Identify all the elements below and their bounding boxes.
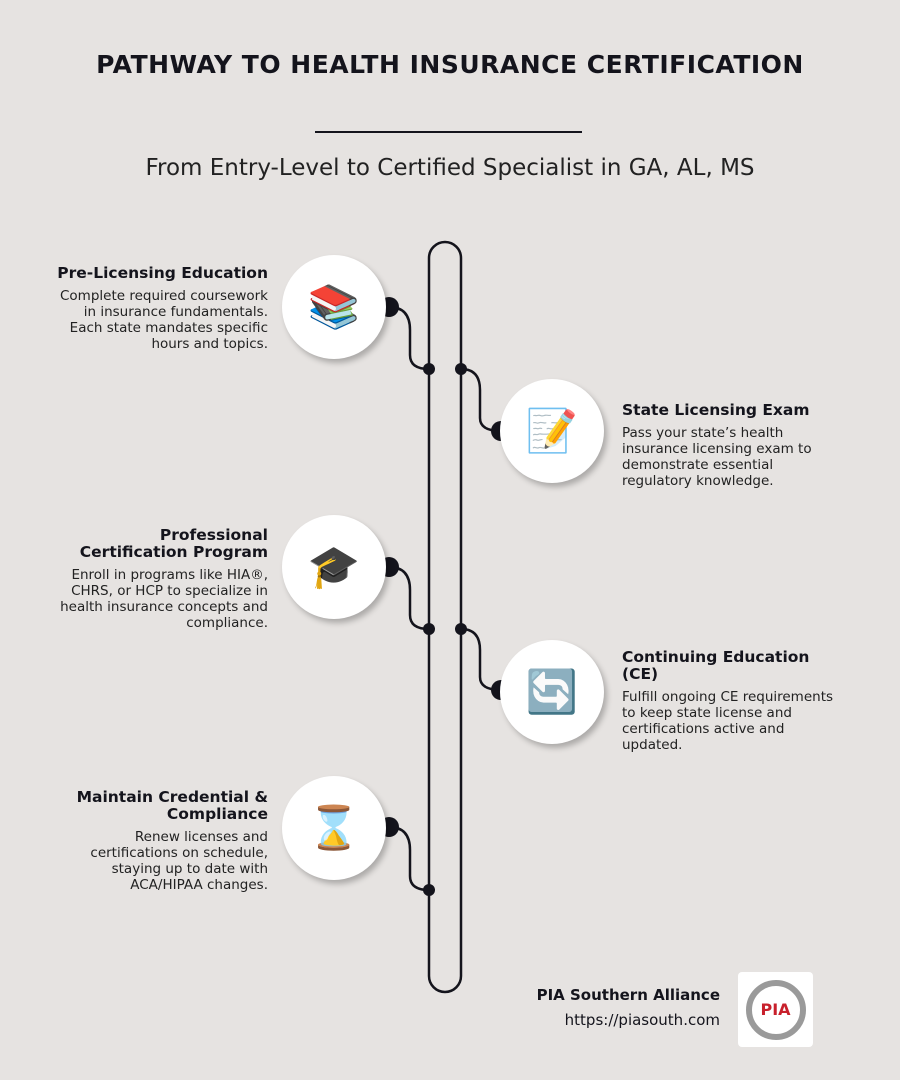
step-text: Renew licenses and certifications on schedule, staying up to date with ACA/HIPAA changes. (90, 829, 268, 893)
step-maintain-credential (53, 789, 268, 893)
refresh-icon: 🔄 (500, 640, 604, 744)
footer-brand (537, 986, 720, 1029)
step-title: Continuing Education (CE) (622, 648, 810, 683)
step-pre-licensing (53, 265, 268, 352)
step-text: Pass your state’s health insurance licensing exam to demonstrate essential regulatory knowledge. (622, 425, 812, 489)
pia-logo (738, 972, 813, 1047)
page-subtitle: From Entry-Level to Certified Specialist in GA, AL, MS (145, 155, 755, 181)
step-text: Fulfill ongoing CE requirements to keep state license and certifications active and updated. (622, 689, 834, 753)
step-licensing-exam (622, 402, 847, 489)
books-icon: 📚 (282, 255, 386, 359)
step-text: Complete required coursework in insurance fundamentals. Each state mandates specific hours and topics. (59, 288, 268, 352)
page-title: PATHWAY TO HEALTH INSURANCE CERTIFICATION (96, 50, 804, 79)
org-url[interactable]: https://piasouth.com (564, 1011, 720, 1029)
step-title: Pre-Licensing Education (57, 264, 268, 282)
step-title: Professional Certification Program (79, 526, 268, 561)
step-text: Enroll in programs like HIA®, CHRS, or HCP to specialize in health insurance concepts and compliance. (60, 567, 268, 631)
org-name: PIA Southern Alliance (536, 986, 720, 1004)
step-title: Maintain Credential & Compliance (76, 788, 268, 823)
hourglass-icon: ⌛ (282, 776, 386, 880)
memo-pencil-icon: 📝 (500, 379, 604, 483)
step-title: State Licensing Exam (622, 401, 810, 419)
graduation-cap-icon: 🎓 (282, 515, 386, 619)
step-continuing-education (622, 649, 847, 753)
step-certification-program (53, 527, 268, 631)
logo-text: PIA (746, 980, 806, 1040)
